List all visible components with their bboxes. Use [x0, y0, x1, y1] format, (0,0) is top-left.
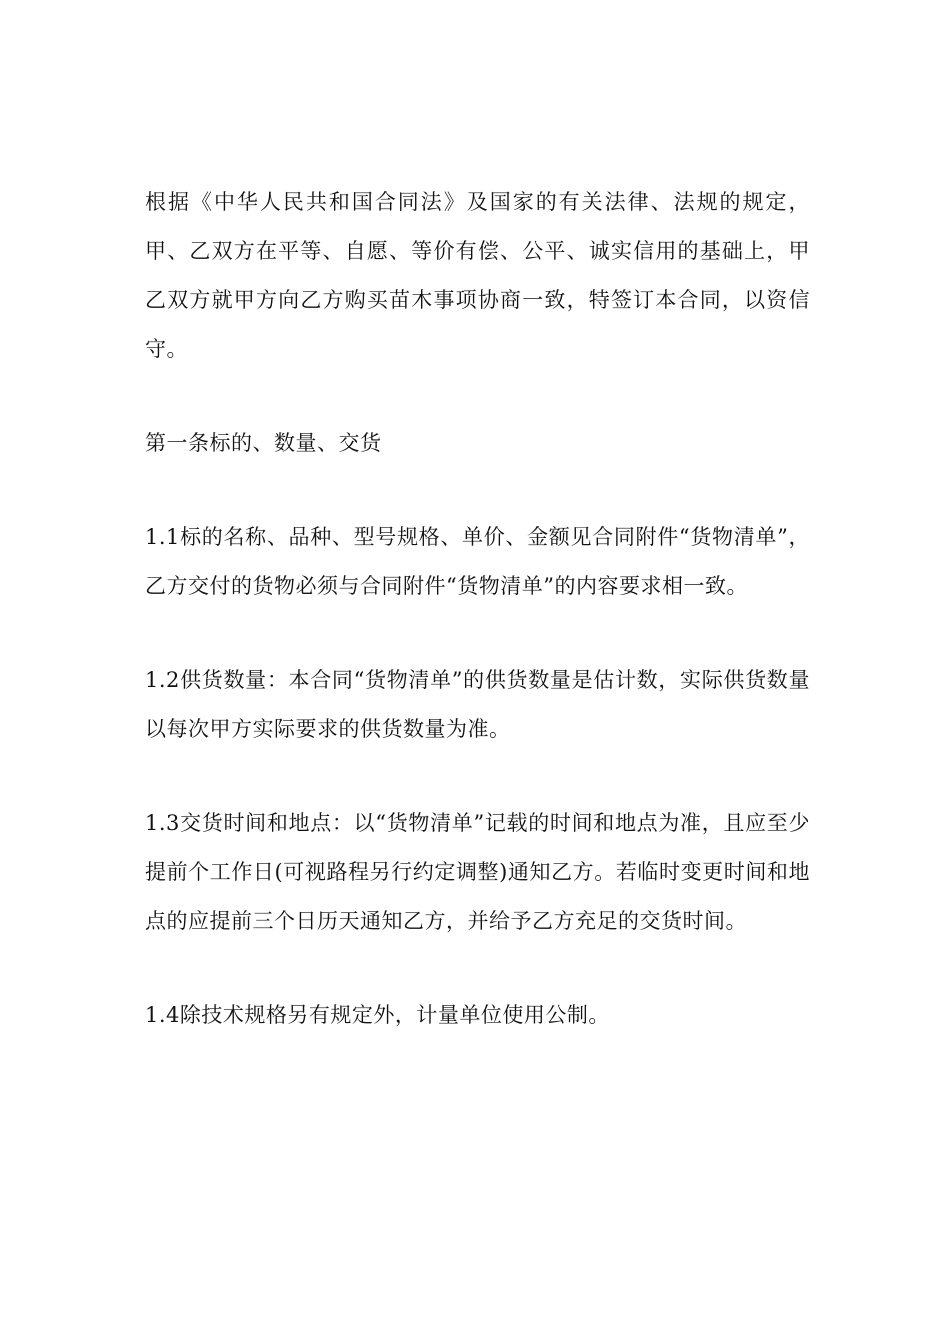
- clause-1-4: 1.4除技术规格另有规定外，计量单位使用公制。: [145, 1003, 610, 1027]
- clause-1-1: 1.1标的名称、品种、型号规格、单价、金额见合同附件“货物清单”，乙方交付的货物必须与合同附件“货物清单”的内容要求相一致。: [145, 525, 810, 598]
- clause-1-3: 1.3交货时间和地点：以“货物清单”记载的时间和地点为准，且应至少提前个工作日(可视路程另行约定调整)通知乙方。若临时变更时间和地点的应提前三个日历天通知乙方，并给予乙方充足的交货时间。: [145, 811, 810, 933]
- intro-paragraph: 根据《中华人民共和国合同法》及国家的有关法律、法规的规定，甲、乙双方在平等、自愿、等价有偿、公平、诚实信用的基础上，甲乙双方就甲方向乙方购买苗木事项协商一致，特签订本合同，以资信守。: [145, 190, 810, 361]
- clause-1-2: 1.2供货数量：本合同“货物清单”的供货数量是估计数，实际供货数量以每次甲方实际要求的供货数量为准。: [145, 668, 810, 741]
- document-body: [145, 178, 810, 1040]
- article-1-heading: 第一条标的、数量、交货: [145, 431, 382, 455]
